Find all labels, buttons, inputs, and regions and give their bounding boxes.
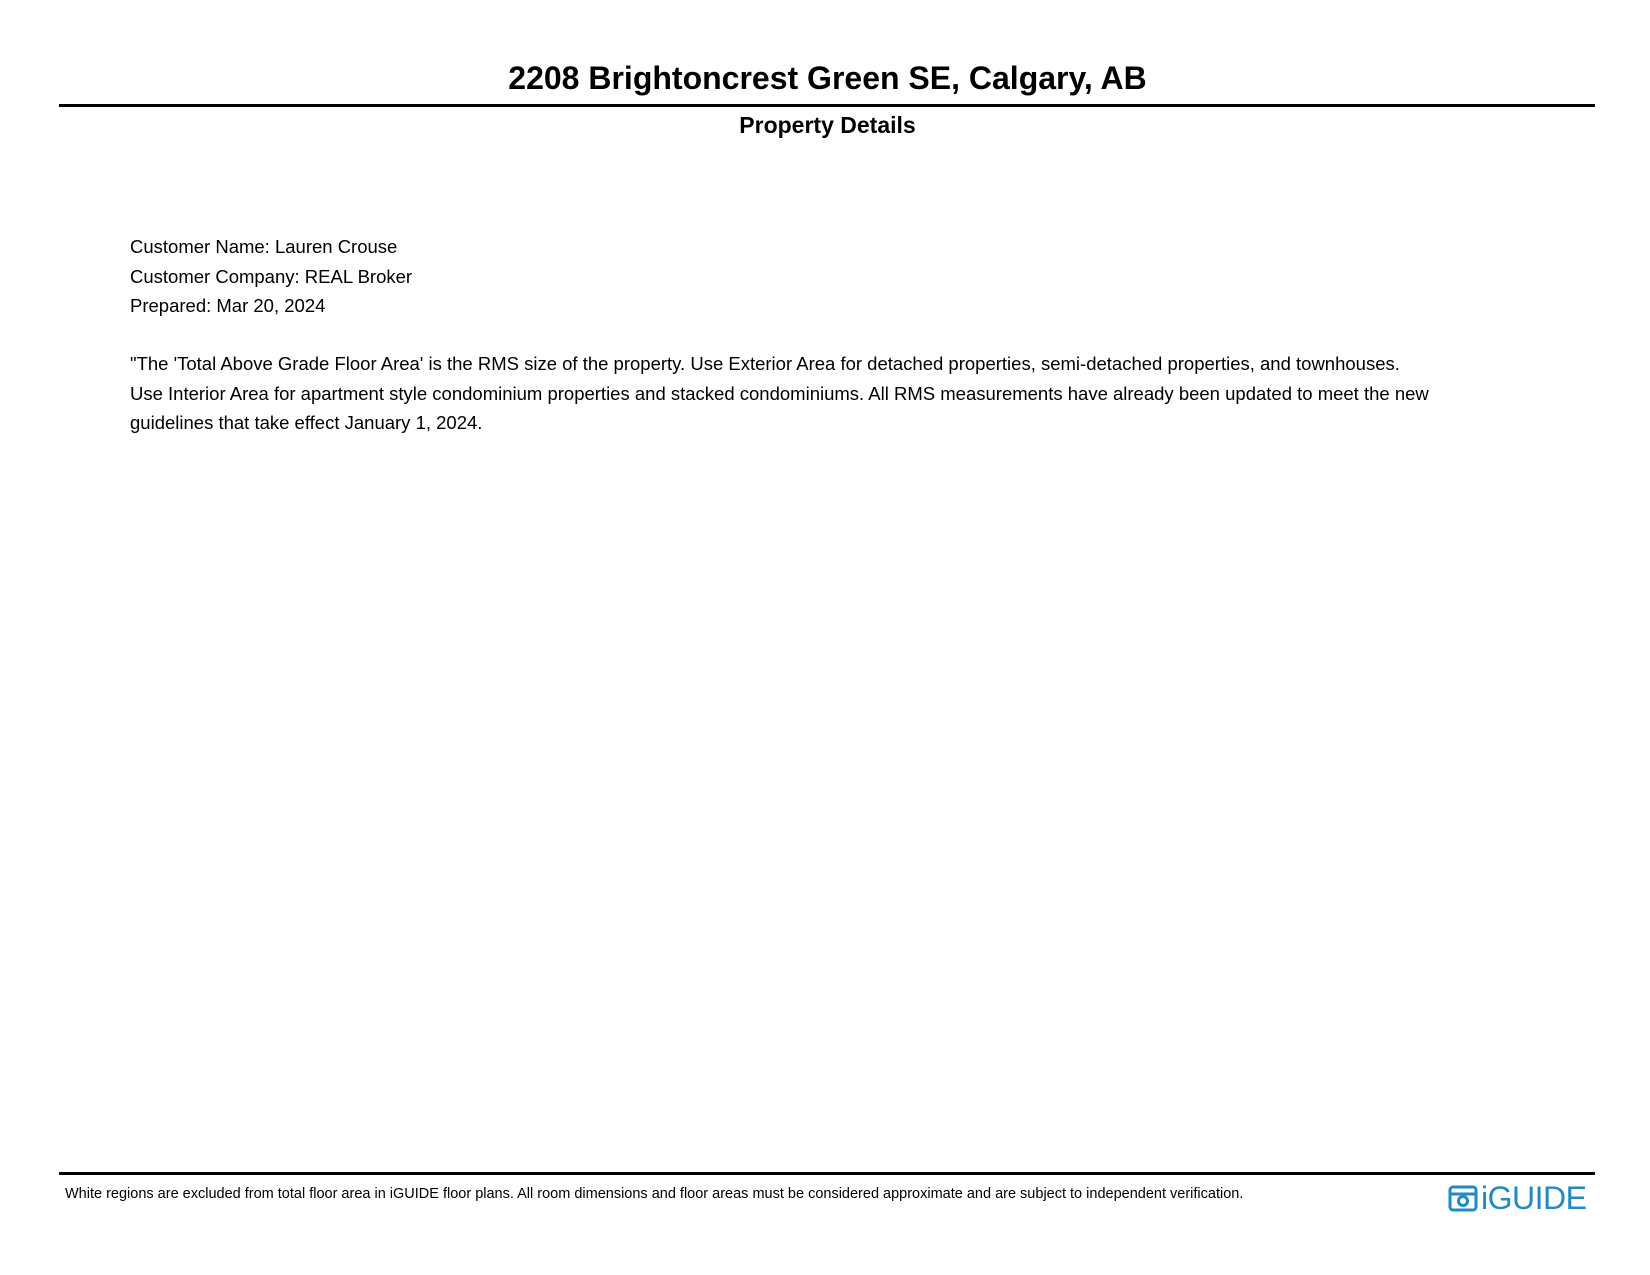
customer-company: Customer Company: REAL Broker xyxy=(130,265,413,287)
notice-line: "The 'Total Above Grade Floor Area' is the RMS size of the property. Use Exterior Area for detached properties, semi-detached properties, and townhouses. xyxy=(130,353,1400,374)
prepared-date: Prepared: Mar 20, 2024 xyxy=(130,295,326,316)
logo-text: iGUIDE xyxy=(1481,1180,1587,1216)
page-title: 2208 Brightoncrest Green SE, Calgary, AB xyxy=(508,60,1147,96)
iguide-logo xyxy=(1448,1180,1586,1216)
customer-details xyxy=(130,232,412,321)
page-subtitle: Property Details xyxy=(739,112,916,138)
notice-line: Use Interior Area for apartment style condominium properties and stacked condominiums. All RMS measurements have already been updated to meet the new xyxy=(130,382,1429,404)
customer-name: Customer Name: Lauren Crouse xyxy=(130,236,398,257)
notice-line: guidelines that take effect January 1, 2024. xyxy=(130,412,483,433)
rms-notice xyxy=(130,349,1530,438)
header-divider xyxy=(59,104,1595,107)
footer-disclaimer: White regions are excluded from total floor area in iGUIDE floor plans. All room dimensions and floor areas must be considered approximate and are subject to independent verification. xyxy=(65,1186,1244,1202)
footer-divider xyxy=(59,1172,1595,1175)
iguide-camera-icon xyxy=(1448,1183,1478,1213)
